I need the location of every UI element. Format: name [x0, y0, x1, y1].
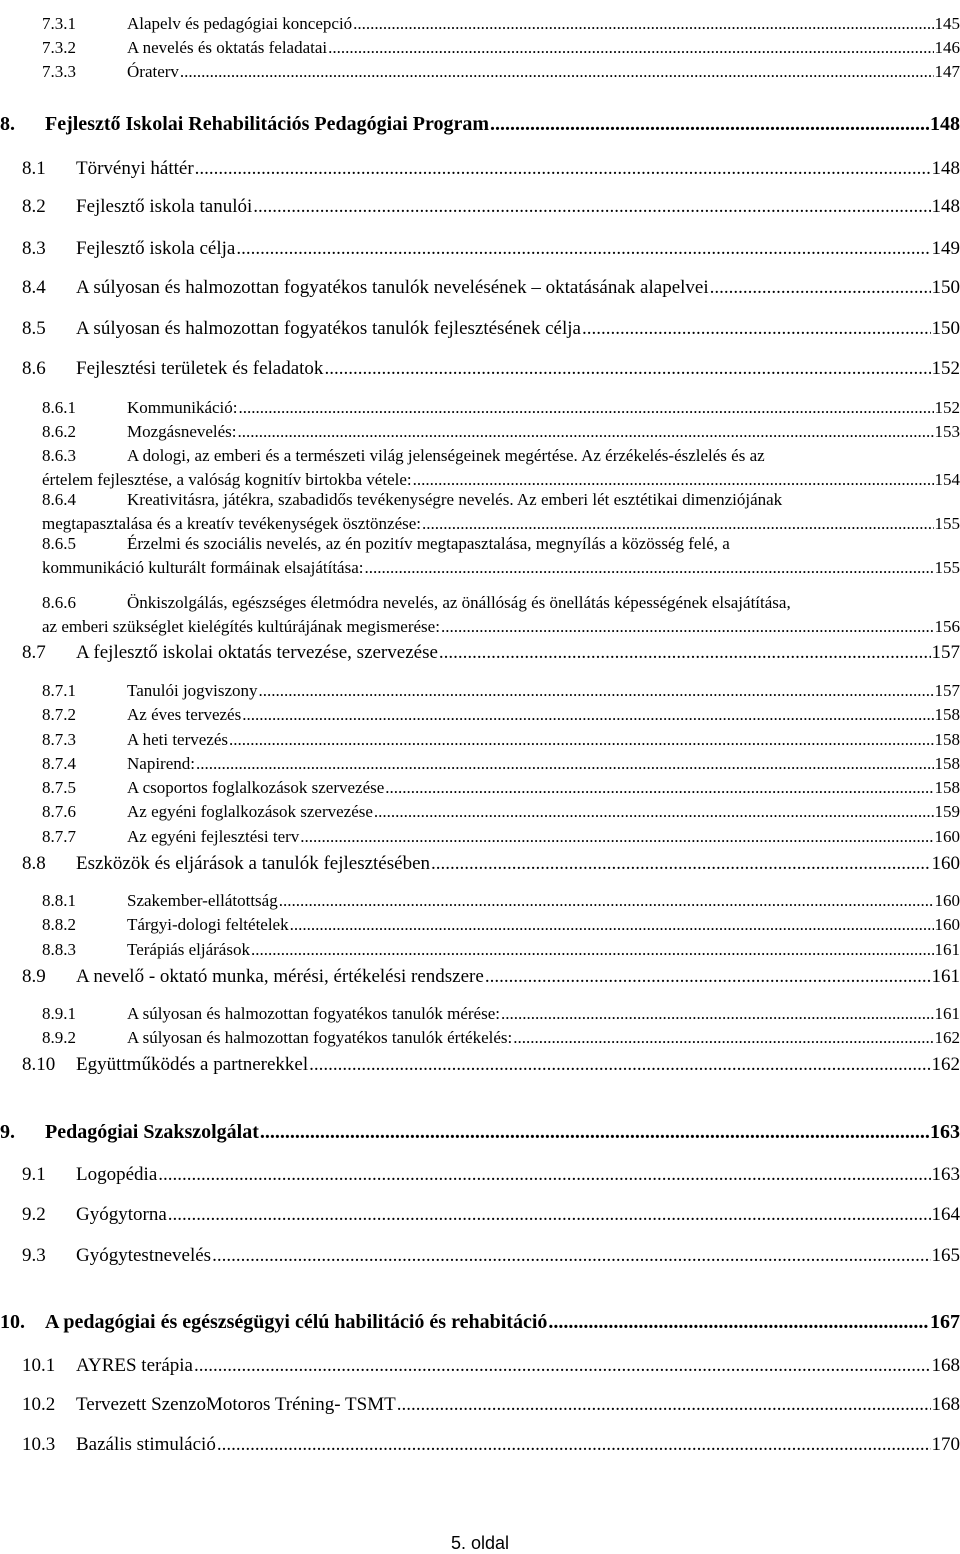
- toc-entry-page: 170: [931, 1434, 960, 1455]
- toc-leader-dots: [158, 1164, 930, 1186]
- toc-entry-continuation-line: [42, 470, 960, 490]
- toc-entry-page: 157: [931, 642, 960, 663]
- toc-entry-title: Az éves tervezés: [127, 705, 242, 724]
- toc-entry-title: AYRES terápia: [76, 1355, 193, 1376]
- toc-entry-page: 161: [931, 966, 960, 987]
- toc-entry-page: 148: [931, 158, 960, 179]
- toc-entry-title: A súlyosan és halmozottan fogyatékos tanulók fejlesztésének célja: [76, 318, 581, 339]
- toc-entry-title: Tervezett SzenzoMotoros Tréning- TSMT: [76, 1394, 396, 1415]
- toc-entry-title: Alapelv és pedagógiai koncepció: [127, 14, 353, 33]
- toc-leader-dots: [385, 778, 933, 798]
- toc-leader-dots: [353, 14, 933, 34]
- toc-entry-line: [127, 891, 960, 911]
- toc-leader-dots: [439, 642, 931, 664]
- toc-leader-dots: [168, 1204, 931, 1226]
- toc-entry-line: [76, 1394, 960, 1416]
- toc-entry-page: 161: [934, 940, 960, 959]
- toc-entry-page: 161: [934, 1004, 960, 1023]
- toc-leader-dots: [501, 1004, 934, 1024]
- toc-leader-dots: [217, 1434, 931, 1456]
- toc-entry-number: 9.1: [22, 1164, 46, 1185]
- toc-entry-page: 149: [931, 238, 960, 259]
- toc-entry-title: Óraterv: [127, 62, 179, 81]
- toc-entry-number: 8.1: [22, 158, 46, 179]
- toc-entry-page: 148: [930, 113, 960, 135]
- toc-entry-title: Szakember-ellátottság: [127, 891, 278, 910]
- toc-entry-page: 150: [931, 318, 960, 339]
- toc-entry-title-continued: értelem fejlesztése, a valóság kognitív birtokba vétele:: [42, 470, 412, 489]
- toc-entry-number: 8.10: [22, 1054, 56, 1075]
- toc-entry-title: Eszközök és eljárások a tanulók fejlesztésében: [76, 853, 430, 874]
- toc-entry-continuation-line: [42, 617, 960, 637]
- toc-entry-number: 8.5: [22, 318, 46, 339]
- toc-entry-page: 159: [934, 802, 960, 821]
- toc-leader-dots: [413, 470, 934, 490]
- toc-entry-page: 147: [934, 62, 960, 81]
- toc-entry-line: [127, 915, 960, 935]
- toc-entry-page: 165: [931, 1245, 960, 1266]
- toc-entry-continuation-line: [42, 558, 960, 578]
- toc-entry-title: Fejlesztő iskola tanulói: [76, 196, 253, 217]
- toc-entry-title: Tárgyi-dologi feltételek: [127, 915, 289, 934]
- toc-entry-page: 155: [934, 514, 960, 533]
- toc-entry-title: Tanulói jogviszony: [127, 681, 258, 700]
- toc-entry-number: 8.7.2: [42, 705, 76, 724]
- toc-entry-page: 164: [931, 1204, 960, 1225]
- toc-leader-dots: [441, 617, 934, 637]
- toc-entry-number: 8.9.1: [42, 1004, 76, 1023]
- toc-leader-dots: [238, 398, 933, 418]
- toc-entry-number: 8.7.4: [42, 754, 76, 773]
- toc-entry-title: A nevelő - oktató munka, mérési, értékelési rendszere: [76, 966, 484, 987]
- toc-leader-dots: [513, 1028, 933, 1048]
- toc-entry-title: Logopédia: [76, 1164, 158, 1185]
- toc-entry-number: 8.8.2: [42, 915, 76, 934]
- toc-entry-line: [76, 277, 960, 299]
- toc-entry-number: 8.8.3: [42, 940, 76, 959]
- toc-entry-title: A súlyosan és halmozottan fogyatékos tanulók értékelés:: [127, 1028, 513, 1047]
- toc-leader-dots: [259, 681, 934, 701]
- toc-entry-page: 145: [934, 14, 960, 33]
- toc-entry-page: 153: [934, 422, 960, 441]
- toc-entry-title: Fejlesztő Iskolai Rehabilitációs Pedagógiai Program: [45, 113, 490, 135]
- toc-entry-page: 162: [934, 1028, 960, 1047]
- toc-entry-number: 8.: [0, 113, 15, 135]
- toc-entry-number: 8.7.1: [42, 681, 76, 700]
- toc-entry-page: 148: [931, 196, 960, 217]
- toc-entry-line: [76, 1054, 960, 1076]
- toc-entry-line: [127, 1028, 960, 1048]
- toc-entry-title: Kommunikáció:: [127, 398, 238, 417]
- toc-entry-line: [76, 853, 960, 875]
- toc-entry-line: [127, 827, 960, 847]
- toc-entry-line: [127, 62, 960, 82]
- toc-entry-line: [76, 358, 960, 380]
- toc-entry-title-continued: az emberi szükséglet kielégítés kultúrájának megismerése:: [42, 617, 440, 636]
- toc-entry-page: 154: [934, 470, 960, 489]
- toc-entry-number: 8.6.3: [42, 446, 76, 465]
- toc-entry-line: [127, 778, 960, 798]
- toc-entry-page: 152: [934, 398, 960, 417]
- toc-entry-number: 8.7.6: [42, 802, 76, 821]
- toc-leader-dots: [253, 196, 930, 218]
- toc-entry-title: Pedagógiai Szakszolgálat: [45, 1121, 259, 1143]
- toc-entry-page: 155: [934, 558, 960, 577]
- toc-entry-number: 10.: [0, 1311, 25, 1333]
- toc-entry-number: 7.3.1: [42, 14, 76, 33]
- toc-leader-dots: [397, 1394, 931, 1416]
- toc-entry-page: 156: [934, 617, 960, 636]
- toc-entry-page: 158: [934, 730, 960, 749]
- toc-entry-number: 8.6.2: [42, 422, 76, 441]
- toc-entry-number: 10.2: [22, 1394, 56, 1415]
- toc-entry-page: 150: [931, 277, 960, 298]
- toc-leader-dots: [196, 754, 934, 774]
- toc-entry-page: 158: [934, 754, 960, 773]
- toc-entry-line: [76, 966, 960, 988]
- toc-entry-number: 8.6: [22, 358, 46, 379]
- toc-entry-page: 158: [934, 705, 960, 724]
- toc-leader-dots: [260, 1121, 929, 1144]
- toc-entry-title: A heti tervezés: [127, 730, 229, 749]
- toc-entry-line: [76, 1355, 960, 1377]
- toc-entry-line: [45, 1311, 960, 1334]
- toc-entry-number: 8.7: [22, 642, 46, 663]
- toc-entry-number: 8.6.5: [42, 534, 76, 553]
- toc-entry-page: 160: [934, 827, 960, 846]
- toc-entry-number: 8.6.1: [42, 398, 76, 417]
- toc-entry-title: Mozgásnevelés:: [127, 422, 237, 441]
- toc-entry-line: [127, 754, 960, 774]
- toc-entry-line: [76, 1434, 960, 1456]
- toc-entry-line: [76, 238, 960, 260]
- toc-entry-title: A súlyosan és halmozottan fogyatékos tanulók nevelésének – oktatásának alapelvei: [76, 277, 709, 298]
- toc-entry-number: 9.2: [22, 1204, 46, 1225]
- toc-entry-number: 8.2: [22, 196, 46, 217]
- toc-leader-dots: [485, 966, 931, 988]
- toc-entry-line: [127, 398, 960, 418]
- toc-entry-title: Terápiás eljárások: [127, 940, 250, 959]
- toc-entry-line: [127, 38, 960, 58]
- toc-entry-page: 163: [930, 1121, 960, 1143]
- toc-entry-line: [127, 802, 960, 822]
- toc-leader-dots: [236, 238, 930, 260]
- toc-entry-line: [127, 940, 960, 960]
- toc-entry-title: Az egyéni foglalkozások szervezése: [127, 802, 373, 821]
- toc-entry-title: Törvényi háttér: [76, 158, 194, 179]
- toc-entry-number: 7.3.2: [42, 38, 76, 57]
- toc-leader-dots: [238, 422, 934, 442]
- toc-entry-title: A csoportos foglalkozások szervezése: [127, 778, 385, 797]
- toc-leader-dots: [242, 705, 933, 725]
- toc-leader-dots: [300, 827, 933, 847]
- toc-entry-line: [127, 681, 960, 701]
- toc-entry-title: Fejlesztési területek és feladatok: [76, 358, 324, 379]
- toc-entry-title: Bazális stimuláció: [76, 1434, 216, 1455]
- toc-entry-page: 146: [934, 38, 960, 57]
- toc-entry-number: 8.8.1: [42, 891, 76, 910]
- toc-entry-number: 7.3.3: [42, 62, 76, 81]
- toc-entry-number: 8.9.2: [42, 1028, 76, 1047]
- toc-entry-title: Együttműködés a partnerekkel: [76, 1054, 309, 1075]
- toc-entry-line: [76, 1164, 960, 1186]
- toc-entry-page: 158: [934, 778, 960, 797]
- toc-entry-number: 8.7.7: [42, 827, 76, 846]
- toc-entry-page: 163: [931, 1164, 960, 1185]
- toc-entry-title: A nevelés és oktatás feladatai: [127, 38, 328, 57]
- toc-leader-dots: [194, 1355, 931, 1377]
- toc-entry-line: [76, 158, 960, 180]
- toc-entry-line: [76, 1245, 960, 1267]
- toc-entry-title: A súlyosan és halmozottan fogyatékos tanulók mérése:: [127, 1004, 500, 1023]
- toc-leader-dots: [490, 113, 929, 136]
- toc-entry-title: Az egyéni fejlesztési terv: [127, 827, 300, 846]
- page-number-footer: 5. oldal: [450, 1533, 510, 1553]
- toc-entry-number: 9.: [0, 1121, 15, 1143]
- toc-entry-page: 157: [934, 681, 960, 700]
- toc-entry-title-continued: kommunikáció kulturált formáinak elsajátítása:: [42, 558, 364, 577]
- toc-entry-continuation-line: [42, 514, 960, 534]
- toc-entry-line: [127, 14, 960, 34]
- toc-leader-dots: [374, 802, 934, 822]
- toc-entry-number: 8.9: [22, 966, 46, 987]
- toc-entry-title: Kreativitásra, játékra, szabadidős tevékenységre nevelés. Az emberi lét esztétikai dimenziójának: [127, 490, 783, 509]
- toc-leader-dots: [365, 558, 934, 578]
- toc-entry-number: 9.3: [22, 1245, 46, 1266]
- toc-leader-dots: [290, 915, 934, 935]
- toc-entry-line: [76, 1204, 960, 1226]
- toc-entry-number: 8.3: [22, 238, 46, 259]
- toc-entry-number: 8.6.6: [42, 593, 76, 612]
- toc-leader-dots: [710, 277, 931, 299]
- toc-leader-dots: [548, 1311, 929, 1334]
- toc-entry-title: A dologi, az emberi és a természeti világ jelenségeinek megértése. Az érzékelés-észlelés és az: [127, 446, 765, 465]
- toc-leader-dots: [180, 62, 934, 82]
- toc-entry-number: 8.7.5: [42, 778, 76, 797]
- toc-entry-page: 160: [934, 891, 960, 910]
- toc-leader-dots: [431, 853, 931, 875]
- toc-entry-page: 162: [931, 1054, 960, 1075]
- toc-entry-title: A fejlesztő iskolai oktatás tervezése, szervezése: [76, 642, 438, 663]
- toc-entry-number: 8.4: [22, 277, 46, 298]
- toc-entry-title: Napirend:: [127, 754, 195, 773]
- toc-entry-number: 10.1: [22, 1355, 56, 1376]
- toc-entry-line: [127, 422, 960, 442]
- toc-entry-title-continued: megtapasztalása és a kreatív tevékenységek ösztönzése:: [42, 514, 422, 533]
- toc-leader-dots: [422, 514, 933, 534]
- toc-entry-title: Gyógytestnevelés: [76, 1245, 212, 1266]
- toc-leader-dots: [328, 38, 933, 58]
- toc-entry-line: [76, 318, 960, 340]
- toc-entry-number: 10.3: [22, 1434, 56, 1455]
- toc-entry-title: Gyógytorna: [76, 1204, 167, 1225]
- toc-entry-title: Érzelmi és szociális nevelés, az én pozitív megtapasztalása, megnyílás a közösség felé, a: [127, 534, 730, 553]
- toc-entry-line: [45, 1121, 960, 1144]
- toc-entry-title: Önkiszolgálás, egészséges életmódra nevelés, az önállóság és önellátás képességének elsajátítása,: [127, 593, 791, 612]
- toc-entry-line: [127, 705, 960, 725]
- toc-entry-page: 168: [931, 1394, 960, 1415]
- toc-leader-dots: [324, 358, 930, 380]
- toc-entry-page: 168: [931, 1355, 960, 1376]
- toc-entry-number: 8.7.3: [42, 730, 76, 749]
- toc-entry-number: 8.6.4: [42, 490, 76, 509]
- toc-entry-line: [45, 113, 960, 136]
- toc-entry-line: [127, 730, 960, 750]
- toc-entry-number: 8.8: [22, 853, 46, 874]
- toc-entry-line: [127, 1004, 960, 1024]
- toc-leader-dots: [279, 891, 934, 911]
- toc-entry-page: 160: [934, 915, 960, 934]
- toc-entry-line: [76, 642, 960, 664]
- toc-leader-dots: [582, 318, 931, 340]
- toc-entry-page: 167: [930, 1311, 960, 1333]
- toc-entry-page: 152: [931, 358, 960, 379]
- toc-leader-dots: [309, 1054, 930, 1076]
- toc-leader-dots: [251, 940, 934, 960]
- toc-entry-title: Fejlesztő iskola célja: [76, 238, 236, 259]
- toc-entry-page: 160: [931, 853, 960, 874]
- toc-leader-dots: [212, 1245, 930, 1267]
- toc-entry-line: [76, 196, 960, 218]
- toc-entry-title: A pedagógiai és egészségügyi célú habilitáció és rehabitáció: [45, 1311, 548, 1333]
- toc-leader-dots: [195, 158, 931, 180]
- toc-leader-dots: [229, 730, 933, 750]
